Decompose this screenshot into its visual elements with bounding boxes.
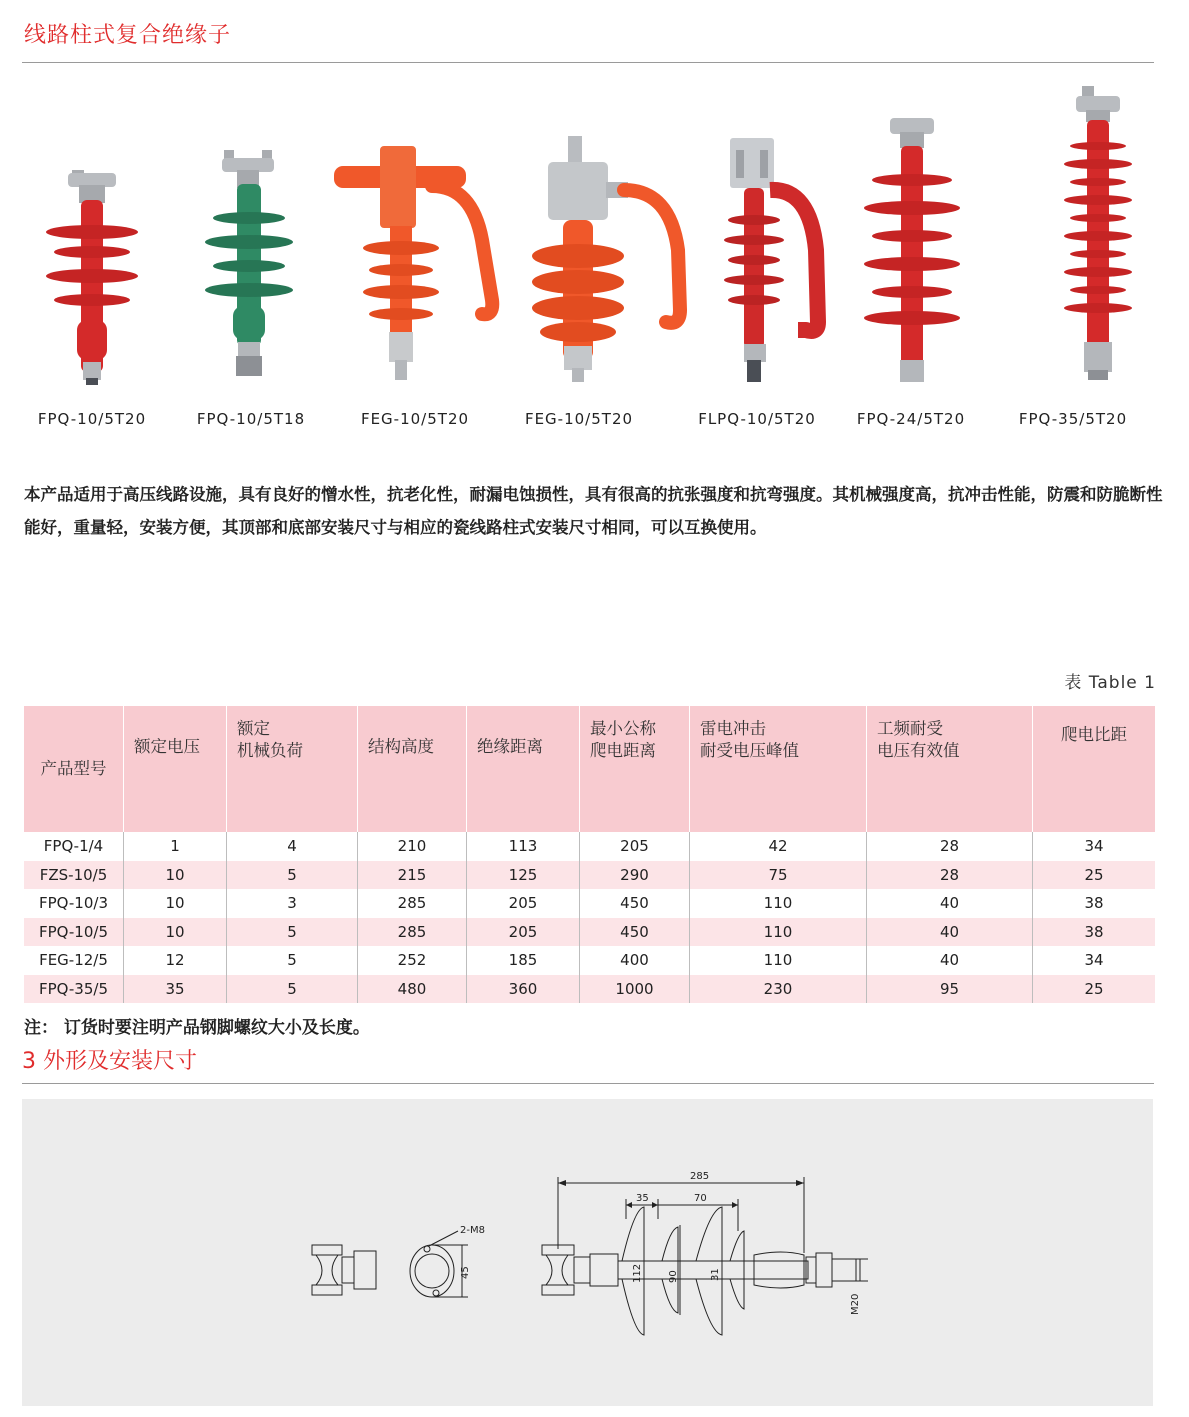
cell: 205	[467, 918, 580, 947]
cell: 290	[580, 861, 690, 890]
dim-35: 35	[636, 1193, 649, 1204]
cell: 28	[867, 861, 1033, 890]
cell: 28	[867, 832, 1033, 861]
product-image-3	[332, 80, 482, 400]
dim-31: 31	[710, 1268, 721, 1281]
cell: 205	[467, 889, 580, 918]
cell: 185	[467, 946, 580, 975]
order-note: 注： 订货时要注明产品钢脚螺纹大小及长度。	[24, 1018, 370, 1038]
title-divider	[22, 62, 1154, 63]
dimension-drawing	[22, 1099, 1153, 1406]
cell: 285	[358, 889, 467, 918]
cell: 25	[1033, 975, 1156, 1004]
cell: 215	[358, 861, 467, 890]
dimension-drawing-svg	[22, 1099, 1153, 1406]
cell: 75	[690, 861, 867, 890]
cell: 400	[580, 946, 690, 975]
cell: 40	[867, 889, 1033, 918]
cell: 5	[227, 946, 358, 975]
cell: 5	[227, 861, 358, 890]
cell: 42	[690, 832, 867, 861]
product-label-3: FEG-10/5T20	[360, 410, 470, 428]
spec-table	[24, 706, 1155, 1003]
product-image-5	[700, 80, 850, 400]
header-height-text: 结构高度	[368, 737, 434, 756]
header-rated-voltage	[124, 706, 227, 832]
cell: 5	[227, 918, 358, 947]
header-power-freq: 工频耐受 电压有效值	[867, 706, 1033, 832]
product-label-7: FPQ-35/5T20	[1018, 410, 1128, 428]
header-model: 产品型号	[24, 706, 124, 832]
cell: 95	[867, 975, 1033, 1004]
product-image-1	[20, 80, 170, 400]
cell-model: FPQ-35/5	[24, 975, 124, 1004]
dim-45: 45	[460, 1266, 471, 1279]
cell: 34	[1084, 837, 1104, 856]
table-row	[24, 861, 1155, 890]
cell: 40	[867, 946, 1033, 975]
dim-112: 112	[632, 1263, 643, 1283]
cell: 450	[580, 889, 690, 918]
cell: 125	[467, 861, 580, 890]
product-gallery	[20, 80, 1160, 400]
page-title: 线路柱式复合绝缘子	[24, 23, 232, 48]
cell-model: FPQ-10/3	[24, 889, 124, 918]
cell: 110	[690, 889, 867, 918]
cell: 40	[867, 918, 1033, 947]
product-label-4: FEG-10/5T20	[524, 410, 634, 428]
cell: 5	[227, 975, 358, 1004]
table-row	[24, 832, 1155, 861]
cell: 38	[1033, 918, 1156, 947]
table-header-row	[24, 706, 1155, 832]
cell: 210	[358, 832, 467, 861]
header-rated-voltage-text: 额定电压	[134, 737, 200, 756]
product-label-2: FPQ-10/5T18	[196, 410, 306, 428]
cell: 10	[124, 889, 227, 918]
header-creepage-ratio	[1033, 706, 1156, 832]
cell: 12	[124, 946, 227, 975]
cell: 450	[580, 918, 690, 947]
cell: 10	[124, 861, 227, 890]
header-lightning: 雷电冲击 耐受电压峰值	[690, 706, 867, 832]
product-description: 本产品适用于高压线路设施，具有良好的憎水性，抗老化性，耐漏电蚀损性，具有很高的抗张强度和抗弯强度。其机械强度高，抗冲击性能，防震和防脆断性能好，重量轻，安装方便，其顶部和底部安装尺寸与相应的瓷线路柱式安装尺寸相同，可以互换使用。	[24, 485, 1163, 537]
table-caption: 表 Table 1	[1064, 673, 1156, 693]
dim-2-m8: 2-M8	[460, 1225, 485, 1236]
cell: 110	[690, 946, 867, 975]
cell: 38	[1084, 894, 1104, 913]
cell: 25	[1033, 861, 1156, 890]
header-insulation-distance	[467, 706, 580, 832]
cell-model: FPQ-10/5	[24, 918, 124, 947]
header-creepage-ratio-text: 爬电比距	[1061, 725, 1127, 744]
cell: 4	[227, 832, 358, 861]
cell: 35	[124, 975, 227, 1004]
table-row	[24, 975, 1155, 1004]
product-image-4	[520, 80, 670, 400]
product-image-6	[860, 80, 1010, 400]
product-label-1: FPQ-10/5T20	[37, 410, 147, 428]
cell: 480	[358, 975, 467, 1004]
section-title: 3 外形及安装尺寸	[22, 1049, 197, 1074]
product-label-6: FPQ-24/5T20	[856, 410, 966, 428]
cell: 252	[358, 946, 467, 975]
table-row	[24, 889, 1155, 918]
product-label-5: FLPQ-10/5T20	[698, 410, 816, 428]
dim-285: 285	[690, 1171, 710, 1182]
header-creepage: 最小公称 爬电距离	[580, 706, 690, 832]
product-image-7	[1020, 80, 1170, 400]
product-image-2	[180, 80, 330, 400]
header-mech-load: 额定 机械负荷	[227, 706, 358, 832]
dim-90: 90	[668, 1270, 679, 1283]
cell: 205	[580, 832, 690, 861]
cell: 10	[124, 918, 227, 947]
cell: 34	[1084, 951, 1104, 970]
cell: 110	[690, 918, 867, 947]
table-row	[24, 946, 1155, 975]
cell: 1000	[580, 975, 690, 1004]
cell: 3	[227, 889, 358, 918]
section-divider	[22, 1083, 1154, 1084]
table-row	[24, 918, 1155, 947]
cell-model: FPQ-1/4	[24, 832, 124, 861]
dim-m20: M20	[850, 1293, 861, 1315]
cell-model: FZS-10/5	[24, 861, 124, 890]
cell: 1	[124, 832, 227, 861]
cell: 230	[690, 975, 867, 1004]
dim-70: 70	[694, 1193, 707, 1204]
cell: 285	[358, 918, 467, 947]
cell: 113	[467, 832, 580, 861]
header-height	[358, 706, 467, 832]
header-insulation-distance-text: 绝缘距离	[477, 737, 543, 756]
cell-model: FEG-12/5	[24, 946, 124, 975]
cell: 360	[467, 975, 580, 1004]
